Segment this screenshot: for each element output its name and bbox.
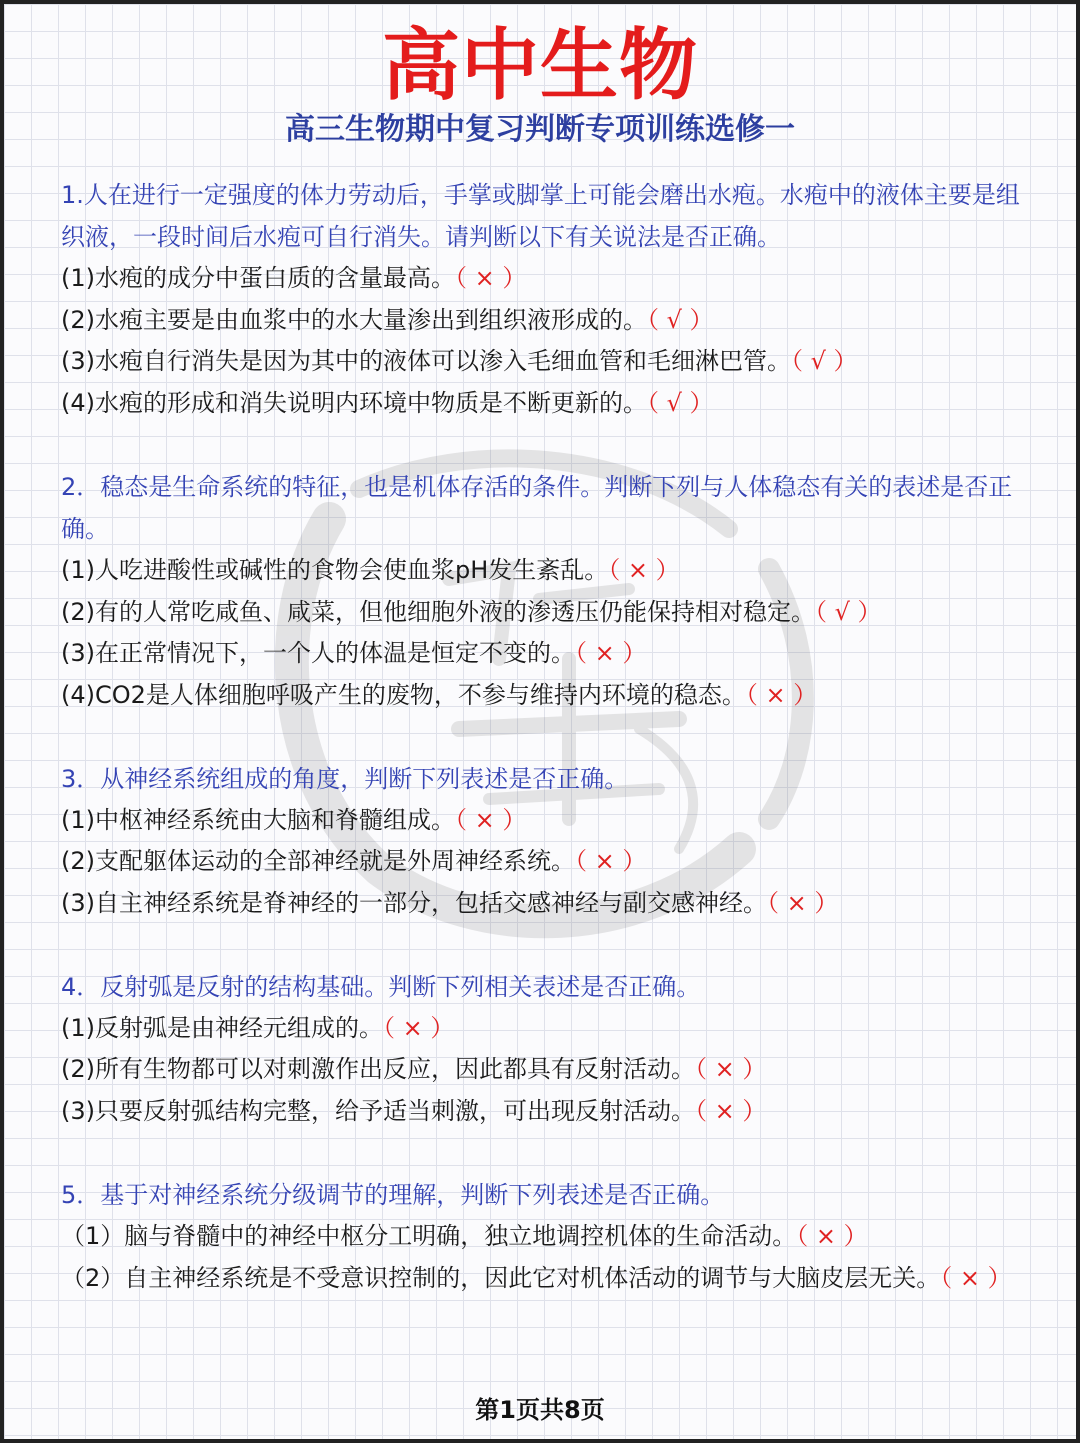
item-answer: （ √ ） (815, 597, 882, 626)
item-text: (3)只要反射弧结构完整，给予适当刺激，可出现反射活动。 (61, 1097, 695, 1126)
question-stem: 1.人在进行一定强度的体力劳动后，手掌或脚掌上可能会磨出水疱。水疱中的液体主要是组织液，一段时间后水疱可自行消失。请判断以下有关说法是否正确。 (61, 181, 1020, 251)
item-answer: （ × ） (745, 680, 818, 709)
item-text: (2)水疱主要是由血浆中的水大量渗出到组织液形成的。 (61, 305, 647, 334)
item-text: (4)水疱的形成和消失说明内环境中物质是不断更新的。 (61, 389, 647, 418)
question-5 (61, 1174, 1021, 1299)
item-text: （2）自主神经系统是不受意识控制的，因此它对机体活动的调节与大脑皮层无关。 (61, 1263, 941, 1292)
question-2 (61, 466, 1021, 717)
item-answer: （ × ） (455, 805, 527, 834)
question-item (61, 1258, 1021, 1300)
item-answer: （ √ ） (647, 305, 714, 334)
question-item (61, 592, 1021, 634)
question-item (61, 300, 1021, 342)
item-text: （1）脑与脊髓中的神经中枢分工明确，独立地调控机体的生命活动。 (61, 1221, 797, 1250)
item-answer: （ × ） (796, 1221, 868, 1250)
item-text: (2)所有生物都可以对刺激作出反应，因此都具有反射活动。 (61, 1055, 695, 1084)
item-text: (3)水疱自行消失是因为其中的液体可以渗入毛细血管和毛细淋巴管。 (61, 347, 791, 376)
question-4 (61, 966, 1021, 1133)
item-answer: （ × ） (608, 555, 680, 584)
item-text: (2)支配躯体运动的全部神经就是外周神经系统。 (61, 847, 575, 876)
item-text: (3)自主神经系统是脊神经的一部分，包括交感神经与副交感神经。 (61, 889, 767, 918)
question-3 (61, 758, 1021, 925)
question-stem: 5．基于对神经系统分级调节的理解，判断下列表述是否正确。 (61, 1180, 725, 1209)
question-item (61, 1049, 1021, 1091)
question-item (61, 633, 1021, 675)
question-item (61, 341, 1021, 383)
question-item (61, 841, 1021, 883)
question-item (61, 258, 1021, 300)
page-title: 高中生物 (381, 21, 698, 111)
question-stem: 2．稳态是生命系统的特征，也是机体存活的条件。判断下列与人体稳态有关的表述是否正确。 (61, 472, 1013, 543)
item-answer: （ × ） (695, 1055, 767, 1084)
question-item (61, 800, 1021, 842)
page-subtitle: 高三生物期中复习判断专项训练选修一 (285, 112, 795, 147)
item-text: (1)中枢神经系统由大脑和脊髓组成。 (61, 805, 455, 834)
item-answer: （ × ） (940, 1263, 1012, 1292)
item-text: (4)CO2是人体细胞呼吸产生的废物，不参与维持内环境的稳态。 (61, 680, 746, 709)
item-answer: （ × ） (575, 639, 647, 668)
item-text: (2)有的人常吃咸鱼、咸菜，但他细胞外液的渗透压仍能保持相对稳定。 (61, 597, 815, 626)
item-answer: （ × ） (575, 847, 647, 876)
question-item (61, 675, 1021, 717)
item-text: (1)反射弧是由神经元组成的。 (61, 1013, 383, 1042)
item-answer: （ × ） (767, 889, 839, 918)
item-answer: （ √ ） (647, 389, 714, 418)
item-answer: （ × ） (695, 1097, 767, 1126)
question-list (61, 174, 1021, 1340)
item-answer: （ × ） (383, 1013, 455, 1042)
question-item (61, 1008, 1021, 1050)
question-item (61, 550, 1021, 592)
question-stem: 3．从神经系统组成的角度，判断下列表述是否正确。 (61, 764, 629, 793)
question-item (61, 1091, 1021, 1133)
document-page (4, 4, 1076, 1439)
question-1 (61, 174, 1021, 425)
item-answer: （ × ） (455, 264, 527, 292)
item-text: (1)水疱的成分中蛋白质的含量最高。 (61, 264, 455, 292)
question-item (61, 1216, 1021, 1258)
question-item (61, 883, 1021, 925)
question-item (61, 383, 1021, 425)
item-text: (3)在正常情况下，一个人的体温是恒定不变的。 (61, 639, 575, 668)
item-text: (1)人吃进酸性或碱性的食物会使血浆pH发生紊乱。 (61, 555, 609, 584)
item-answer: （ √ ） (791, 347, 858, 376)
page-number: 第1页共8页 (475, 1396, 605, 1424)
question-stem: 4．反射弧是反射的结构基础。判断下列相关表述是否正确。 (61, 972, 701, 1001)
